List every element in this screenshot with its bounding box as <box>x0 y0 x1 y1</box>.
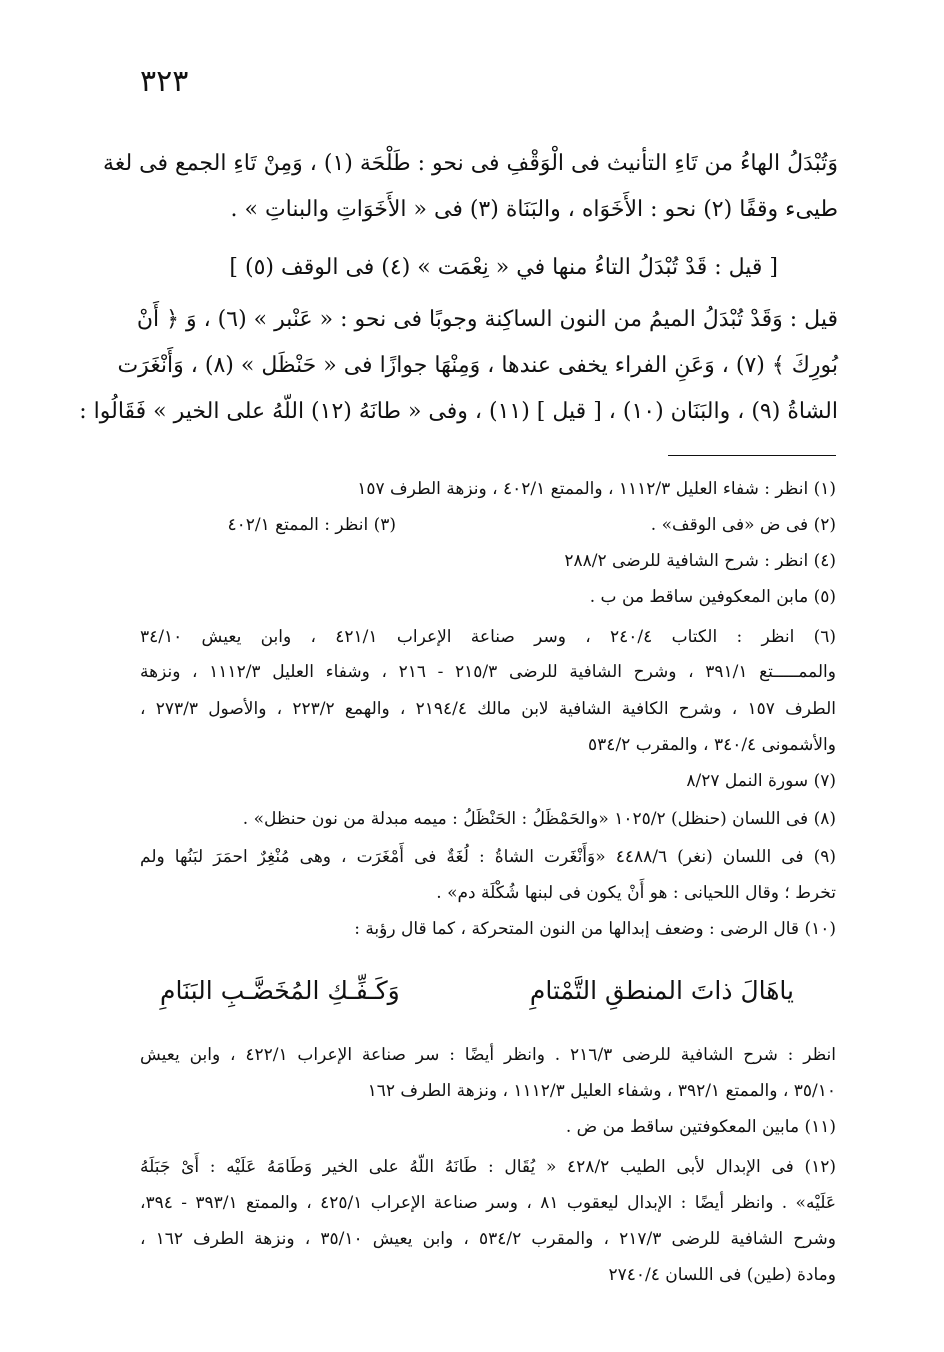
footnote: تخرط ؛ وقال اللحيانى : هو أَنْ يكون فى لبنها شُكْلَة دم» . <box>436 883 836 903</box>
verse-hemistich-second: وَكَـفِّـكِ المُخَضَّـبِ البَنَامِ <box>160 976 400 1005</box>
bracketed-line: [ قيل : قَدْ تُبْدَلُ التاءُ منها في « نِعْمَت » (٤) فى الوقف (٥) ] <box>229 255 778 280</box>
verse-hemistich-first: ياهَالَ ذاتَ المنطقِ التَّمْتامِ <box>529 976 794 1005</box>
footnote: (١٠) قال الرضى : وضعف إبدالها من النون المتحركة ، كما قال رؤبة : <box>354 919 836 939</box>
footnote-separator <box>668 455 836 456</box>
footnote: والأشمونى ٣٤٠/٤ ، والمقرب ٥٣٤/٢ <box>588 735 836 755</box>
footnote: (١١) مابين المعكوفتين ساقط من ض . <box>565 1117 836 1137</box>
footnote: الطرف ١٥٧ ، وشرح الكافية الشافية لابن مالك ٢١٩٤/٤ ، والهمع ٢٢٣/٢ ، والأصول ٢٧٣/٣ ، <box>140 699 836 719</box>
main-line: الشاةُ (٩) ، والبَنَان (١٠) ، [ قيل ] (١١) ، وفى « طانَهُ (١٢) اللّهُ على الخير » فَقَالُوا : <box>79 399 838 424</box>
footnote: (١٢) فى الإبدال لأبى الطيب ٤٢٨/٢ « يُقَال : طَانَهُ اللّهُ على الخير وَطَامَهُ عَلَيْه : أَىْ جَبَلَهُ <box>140 1157 836 1177</box>
footnote: والممـــــتع ٣٩١/١ ، وشرح الشافية للرضى ٢١٥/٣ - ٢١٦ ، وشفاء العليل ١١١٢/٣ ، ونزهة <box>140 662 836 682</box>
footnote: (٩) فى اللسان (نغر) ٤٤٨٨/٦ «وَأَنْغَرت الشاةُ : لُغَةٌ فى أَمْغَرَت ، وهى مُنْغِرٌ احمَرَ لبَنُها ولم <box>140 847 836 867</box>
footnote: (١) انظر : شفاء العليل ١١١٢/٣ ، والممتع ٤٠٢/١ ، ونزهة الطرف ١٥٧ <box>357 479 836 499</box>
footnote: (٨) فى اللسان (حنظل) ١٠٢٥/٢ «والحَمْظَلُ : الحَنْظَلُ : ميمه مبدلة من نون حنظل» . <box>242 809 836 829</box>
footnote: عَلَيْه» . وانظر أيضًا : الإبدال ليعقوب ٨١ ، وسر صناعة الإعراب ٤٢٥/١ ، والممتع ٣٩٣/١ - ٣٩٤، <box>140 1193 836 1213</box>
footnote: (٧) سورة النمل ٨/٢٧ <box>686 771 836 791</box>
main-line: قيل : وَقَدْ تُبْدَلُ الميمُ من النون الساكِنة وجوبًا فى نحو : « عَنْبر » (٦) ، وَ ﴿ أَنْ <box>136 307 838 332</box>
footnote: (٣) انظر : الممتع ٤٠٢/١ <box>227 515 396 535</box>
footnote: وشرح الشافية للرضى ٢١٧/٣ ، والمقرب ٥٣٤/٢ ، وابن يعيش ٣٥/١٠ ، ونزهة الطرف ١٦٢ ، <box>140 1229 837 1249</box>
footnote: ٣٥/١٠ ، والممتع ٣٩٢/١ ، وشفاء العليل ١١١٢/٣ ، ونزهة الطرف ١٦٢ <box>367 1081 836 1101</box>
footnote: ومادة (طين) فى اللسان ٢٧٤٠/٤ <box>608 1265 836 1285</box>
main-line: بُورِكَ ﴾ (٧) ، وَعَنِ الفراء يخفى عندها ، وَمِنْهَا جوازًا فى « حَنْظَل » (٨) ، وَأَنْغَرَت <box>117 353 838 378</box>
main-line: وَتُبْدَلُ الهاءُ من تَاءِ التأنيث فى الْوَقْفِ فى نحو : طَلْحَة (١) ، وَمِنْ تَاءِ الجمع فى لغة <box>103 151 838 176</box>
footnote: (٢) فى ض «فى الوقف» . <box>650 515 836 535</box>
main-line: طيىء وقفًا (٢) نحو : الأَخَوَاه ، والبَنَاة (٣) فى « الأَخَوَاتِ والبناتِ » . <box>230 197 838 222</box>
footnote: (٤) انظر : شرح الشافية للرضى ٢٨٨/٢ <box>564 551 836 571</box>
footnote: (٦) انظر : الكتاب ٢٤٠/٤ ، وسر صناعة الإعراب ٤٢١/١ ، وابن يعيش ٣٤/١٠ <box>140 627 837 647</box>
footnote: انظر : شرح الشافية للرضى ٢١٦/٣ . وانظر أيضًا : سر صناعة الإعراب ٤٢٢/١ ، وابن يعيش <box>140 1045 836 1065</box>
footnote: (٥) مابن المعكوفين ساقط من ب . <box>589 587 836 607</box>
page-number: ٣٢٣ <box>140 64 189 99</box>
